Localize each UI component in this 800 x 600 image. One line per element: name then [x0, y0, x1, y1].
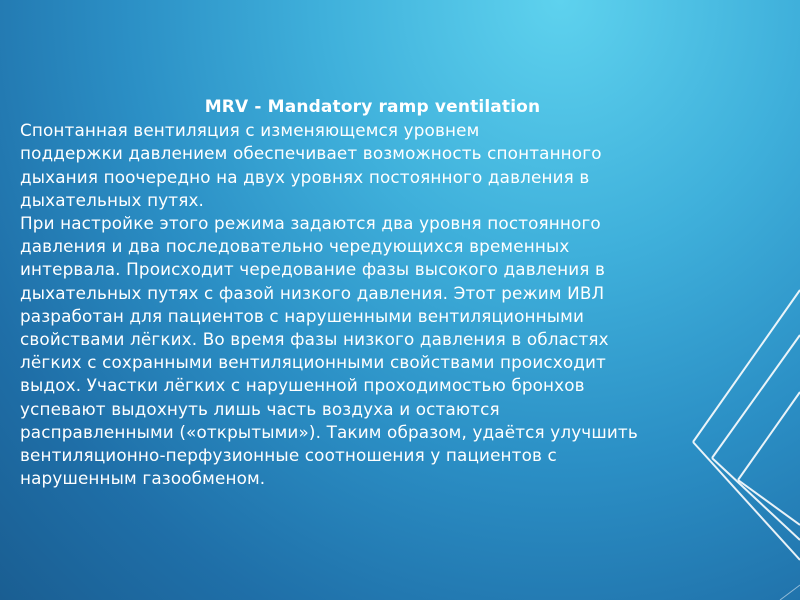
- decor-line: [738, 392, 800, 480]
- decor-line: [738, 480, 800, 525]
- paragraph-details: При настройке этого режима задаются два уровня постоянного давления и два последовательно чередующихся временных интервала. Происходит чередование фазы высокого давления в дыхательных путях с фазой низкого давления. Этот режим ИВЛ разработан для пациентов с нарушенными вентиляционными свойствами лёгких. Во время фазы низкого давления в областях лёгких с сохранными вентиляционными свойствами происходит выдох. Участки лёгких с нарушенной проходимостью бронхов успевают выдохнуть лишь часть воздуха и остаются расправленными («открытыми»). Таким образом, удаётся улучшить вентиляционно-перфузионные соотношения у пациентов с нарушенным газообменом.: [20, 213, 638, 489]
- decor-line: [780, 585, 800, 600]
- slide-content: [20, 96, 745, 490]
- slide-title: MRV - Mandatory ramp ventilation: [204, 97, 541, 117]
- paragraph-intro: Спонтанная вентиляция с изменяющемся уровнем поддержки давлением обеспечивает возможность спонтанного дыхания поочередно на двух уровнях постоянного давления в дыхательных путях.: [20, 120, 602, 210]
